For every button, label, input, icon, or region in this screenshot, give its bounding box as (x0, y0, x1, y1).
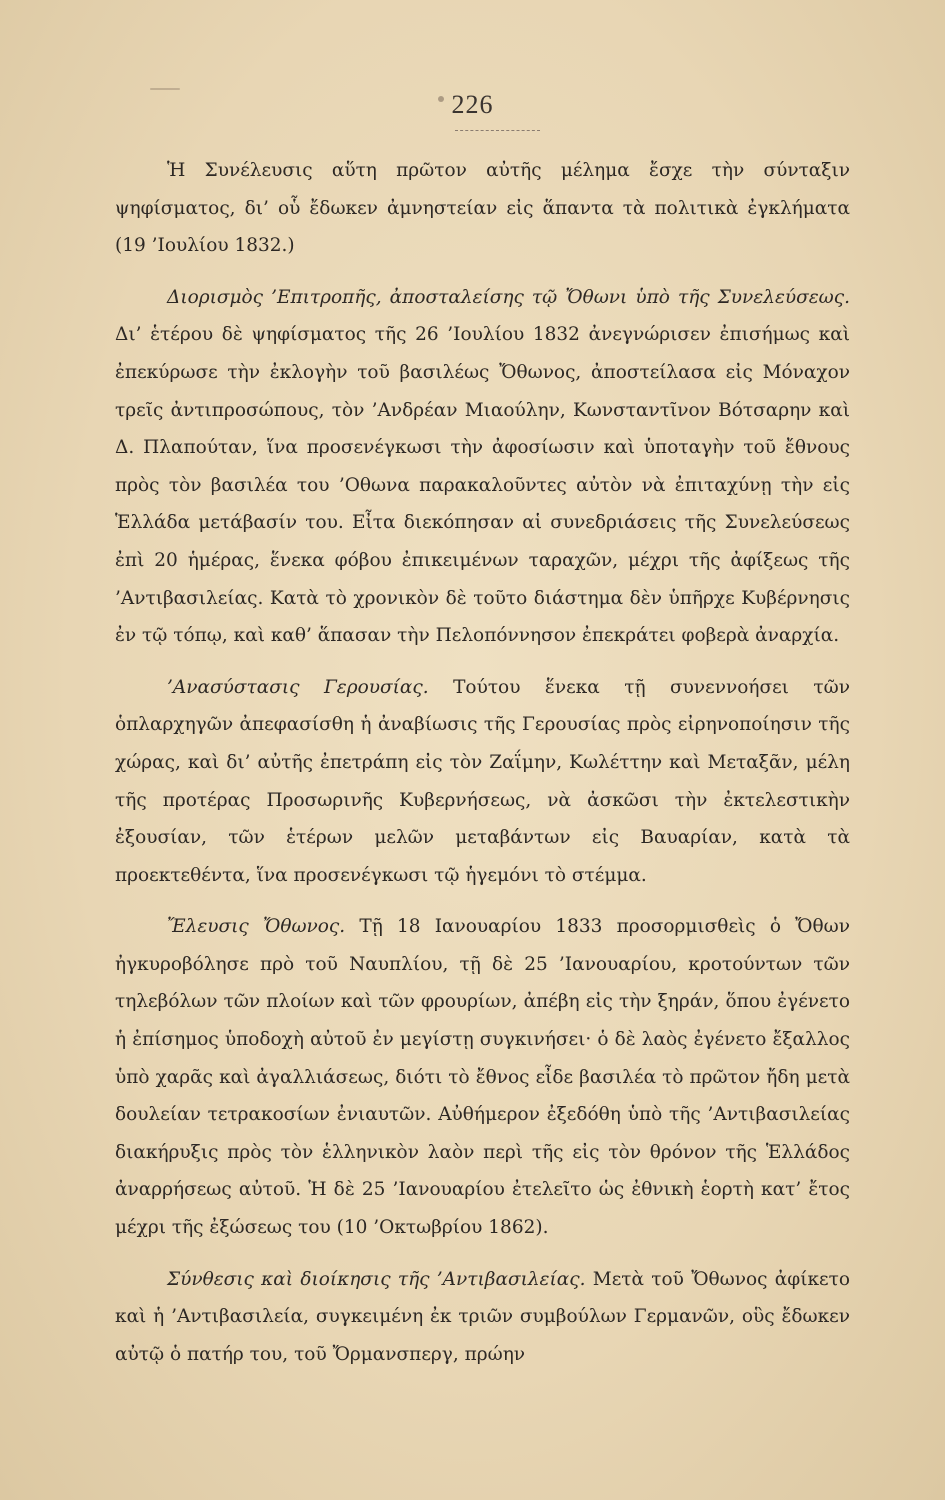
paragraph (115, 1261, 850, 1374)
paragraph-text: Τούτου ἕνεκα τῇ συνεννοήσει τῶν ὁπλαρχηγῶν ἀπεφασίσθη ἡ ἀναβίωσις τῆς Γερουσίας πρὸς εἰρηνοποίησιν τῆς χώρας, καὶ δι’ αὐτῆς ἐπετράπη εἰς τὸν Ζαΐμην, Κωλέττην καὶ Μεταξᾶν, μέλη τῆς προτέρας Προσωρινῆς Κυβερνήσεως, νὰ ἀσκῶσι τὴν ἐκτελεστικὴν ἐξουσίαν, τῶν ἑτέρων μελῶν μεταβάντων εἰς Βαυαρίαν, κατὰ τὰ προεκτεθέντα, ἵνα προσενέγκωσι τῷ ἡγεμόνι τὸ στέμμα. (115, 676, 850, 886)
page-number: 226 (451, 90, 494, 119)
paragraph-text: Δι’ ἑτέρου δὲ ψηφίσματος τῆς 26 ’Ιουλίου 1832 ἀνεγνώρισεν ἐπισήμως καὶ ἐπεκύρωσε τὴν ἐκλογὴν τοῦ βασιλέως Ὄθωνος, ἀποστείλασα εἰς Μόναχον τρεῖς ἀντιπροσώπους, τὸν ’Ανδρέαν Μιαούλην, Κωνσταντῖνον Βότσαρην καὶ Δ. Πλαπούταν, ἵνα προσενέγκωσι τὴν ἀφοσίωσιν καὶ ὑποταγὴν τοῦ ἔθνους πρὸς τὸν βασιλέα του ’Οθωνα παρακαλοῦντες αὐτὸν νὰ ἐπιταχύνῃ τὴν εἰς Ἑλλάδα μετάβασίν του. Εἶτα διεκόπησαν αἱ συνεδριάσεις τῆς Συνελεύσεως ἐπὶ 20 ἡμέρας, ἕνεκα φόβου ἐπικειμένων ταραχῶν, μέχρι τῆς ἀφίξεως τῆς ’Αντιβασιλείας. Κατὰ τὸ χρονικὸν δὲ τοῦτο διάστημα δὲν ὑπῆρχε Κυβέρνησις ἐν τῷ τόπῳ, καὶ καθ’ ἅπασαν τὴν Πελοπόννησον ἐπεκράτει φοβερὰ ἀναρχία. (115, 324, 850, 647)
paragraph-heading: Σύνθεσις καὶ διοίκησις τῆς ’Αντιβασιλείας. (167, 1268, 586, 1290)
body-text (115, 152, 850, 1387)
page-number-ornament (455, 130, 540, 134)
paragraph-heading: Διορισμὸς ’Επιτροπῆς, ἀποσταλείσης τῷ Ὄθωνι ὑπὸ τῆς Συνελεύσεως. (167, 286, 850, 308)
paragraph-heading: Ἔλευσις Ὄθωνος. (167, 916, 346, 938)
paragraph (115, 152, 850, 265)
paragraph-text: Μετὰ τοῦ Ὄθωνος ἀφίκετο καὶ ἡ ’Αντιβασιλεία, συγκειμένη ἐκ τριῶν συμβούλων Γερμανῶν, οὓς ἔδωκεν αὐτῷ ὁ πατήρ του, τοῦ Ὄρμανσπεργ, πρώην (115, 1268, 850, 1365)
paragraph (115, 669, 850, 895)
paragraph-text: Τῇ 18 Ιανουαρίου 1833 προσορμισθεὶς ὁ Ὄθων ἠγκυροβόλησε πρὸ τοῦ Ναυπλίου, τῇ δὲ 25 ’Ιανουαρίου, κροτούντων τῶν τηλεβόλων τῶν πλοίων καὶ τῶν φρουρίων, ἀπέβη εἰς τὴν ξηράν, ὅπου ἐγένετο ἡ ἐπίσημος ὑποδοχὴ αὐτοῦ ἐν μεγίστῃ συγκινήσει· ὁ δὲ λαὸς ἐγένετο ἔξαλλος ὑπὸ χαρᾶς καὶ ἀγαλλιάσεως, διότι τὸ ἔθνος εἶδε βασιλέα τὸ πρῶτον ἤδη μετὰ δουλείαν τετρακοσίων ἐνιαυτῶν. Αὐθήμερον ἐξεδόθη ὑπὸ τῆς ’Αντιβασιλείας διακήρυξις πρὸς τὸν ἑλληνικὸν λαὸν περὶ τῆς εἰς τὸν θρόνον τῆς Ἑλλάδος ἀναρρήσεως αὐτοῦ. Ἡ δὲ 25 ’Ιανουαρίου ἐτελεῖτο ὡς ἐθνικὴ ἑορτὴ κατ’ ἔτος μέχρι τῆς ἐξώσεως του (10 ’Οκτωβρίου 1862). (115, 916, 850, 1239)
paragraph (115, 279, 850, 655)
paragraph (115, 908, 850, 1246)
paragraph-text: Ἡ Συνέλευσις αὕτη πρῶτον αὐτῆς μέλημα ἔσχε τὴν σύνταξιν ψηφίσματος, δι’ οὗ ἔδωκεν ἀμνηστείαν εἰς ἅπαντα τὰ πολιτικὰ ἐγκλήματα (19 ’Ιουλίου 1832.) (115, 160, 850, 257)
paragraph-heading: ’Ανασύστασις Γερουσίας. (167, 676, 429, 698)
